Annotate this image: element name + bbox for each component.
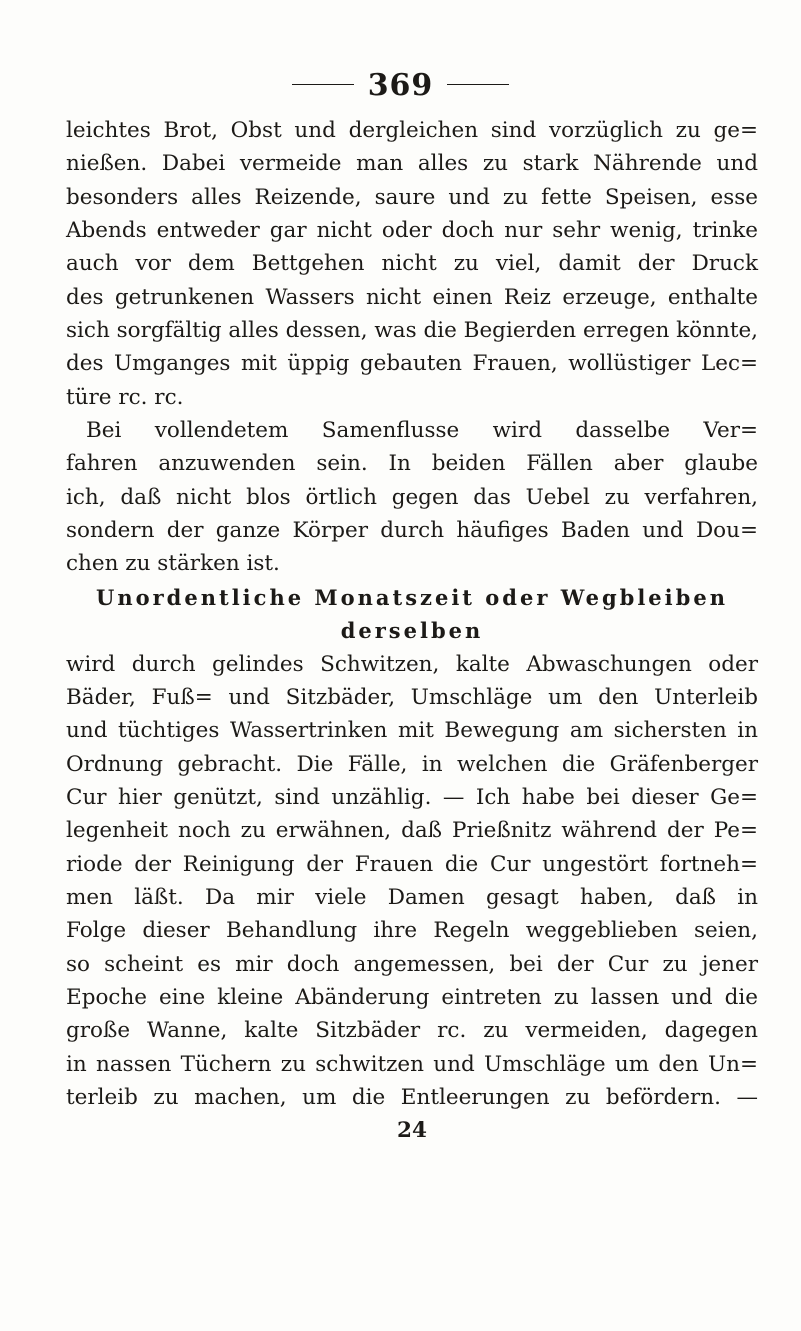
text-line: besonders alles Reizende, saure und zu fette Speisen, esse: [66, 184, 758, 210]
text-line: leichtes Brot, Obst und dergleichen sind vorzüglich zu ge=: [66, 118, 758, 143]
page-number: 369: [367, 68, 434, 103]
text-line: türe rc. rc.: [66, 384, 184, 410]
section-heading-continued: derselben: [340, 618, 484, 644]
text-line: sondern der ganze Körper durch häufiges Baden und Dou=: [66, 518, 758, 544]
text-line: Epoche eine kleine Abänderung eintreten zu lassen und die: [66, 984, 758, 1010]
text-line: Cur hier genützt, sind unzählig. — Ich habe bei dieser Ge=: [66, 784, 758, 810]
text-line: auch vor dem Bettgehen nicht zu viel, damit der Druck: [66, 251, 758, 277]
body-text: [66, 114, 758, 1148]
text-line: Folge dieser Behandlung ihre Regeln weggeblieben seien,: [66, 918, 758, 944]
text-line: nießen. Dabei vermeide man alles zu stark Nährende und: [66, 151, 758, 177]
text-line: chen zu stärken ist.: [66, 551, 280, 577]
text-line: Bei vollendetem Samenflusse wird dasselbe Ver=: [86, 418, 758, 444]
text-line: des getrunkenen Wassers nicht einen Reiz erzeuge, enthalte: [66, 284, 758, 310]
text-line: terleib zu machen, um die Entleerungen zu befördern. —: [66, 1084, 758, 1110]
text-line: ich, daß nicht blos örtlich gegen das Uebel zu verfahren,: [66, 484, 758, 510]
text-line: Bäder, Fuß= und Sitzbäder, Umschläge um den Unterleib: [66, 684, 758, 710]
text-line: wird durch gelindes Schwitzen, kalte Abwaschungen oder: [66, 651, 758, 677]
text-line: sich sorgfältig alles dessen, was die Begierden erregen könnte,: [66, 318, 759, 344]
text-line: des Umganges mit üppig gebauten Frauen, wollüstiger Lec=: [66, 351, 758, 377]
section-heading: Unordentliche Monatszeit oder Wegbleiben: [96, 584, 728, 610]
text-line: Abends entweder gar nicht oder doch nur sehr wenig, trinke: [66, 218, 758, 244]
text-line: so scheint es mir doch angemessen, bei der Cur zu jener: [66, 951, 758, 977]
text-line: fahren anzuwenden sein. In beiden Fällen aber glaube: [66, 451, 758, 477]
signature-mark: 24: [397, 1118, 427, 1144]
text-line: Ordnung gebracht. Die Fälle, in welchen die Gräfenberger: [66, 751, 758, 777]
page-header: [0, 68, 801, 103]
text-line: men läßt. Da mir viele Damen gesagt haben, daß in: [66, 884, 758, 910]
text-line: legenheit noch zu erwähnen, daß Prießnitz während der Pe=: [66, 818, 758, 844]
text-line: in nassen Tüchern zu schwitzen und Umschläge um den Un=: [66, 1051, 758, 1077]
header-rule-right: [447, 84, 509, 85]
text-line: und tüchtiges Wassertrinken mit Bewegung am sichersten in: [66, 718, 758, 744]
text-line: große Wanne, kalte Sitzbäder rc. zu vermeiden, dagegen: [66, 1018, 758, 1044]
text-line: riode der Reinigung der Frauen die Cur ungestört fortneh=: [66, 851, 758, 877]
header-rule-left: [292, 84, 354, 85]
